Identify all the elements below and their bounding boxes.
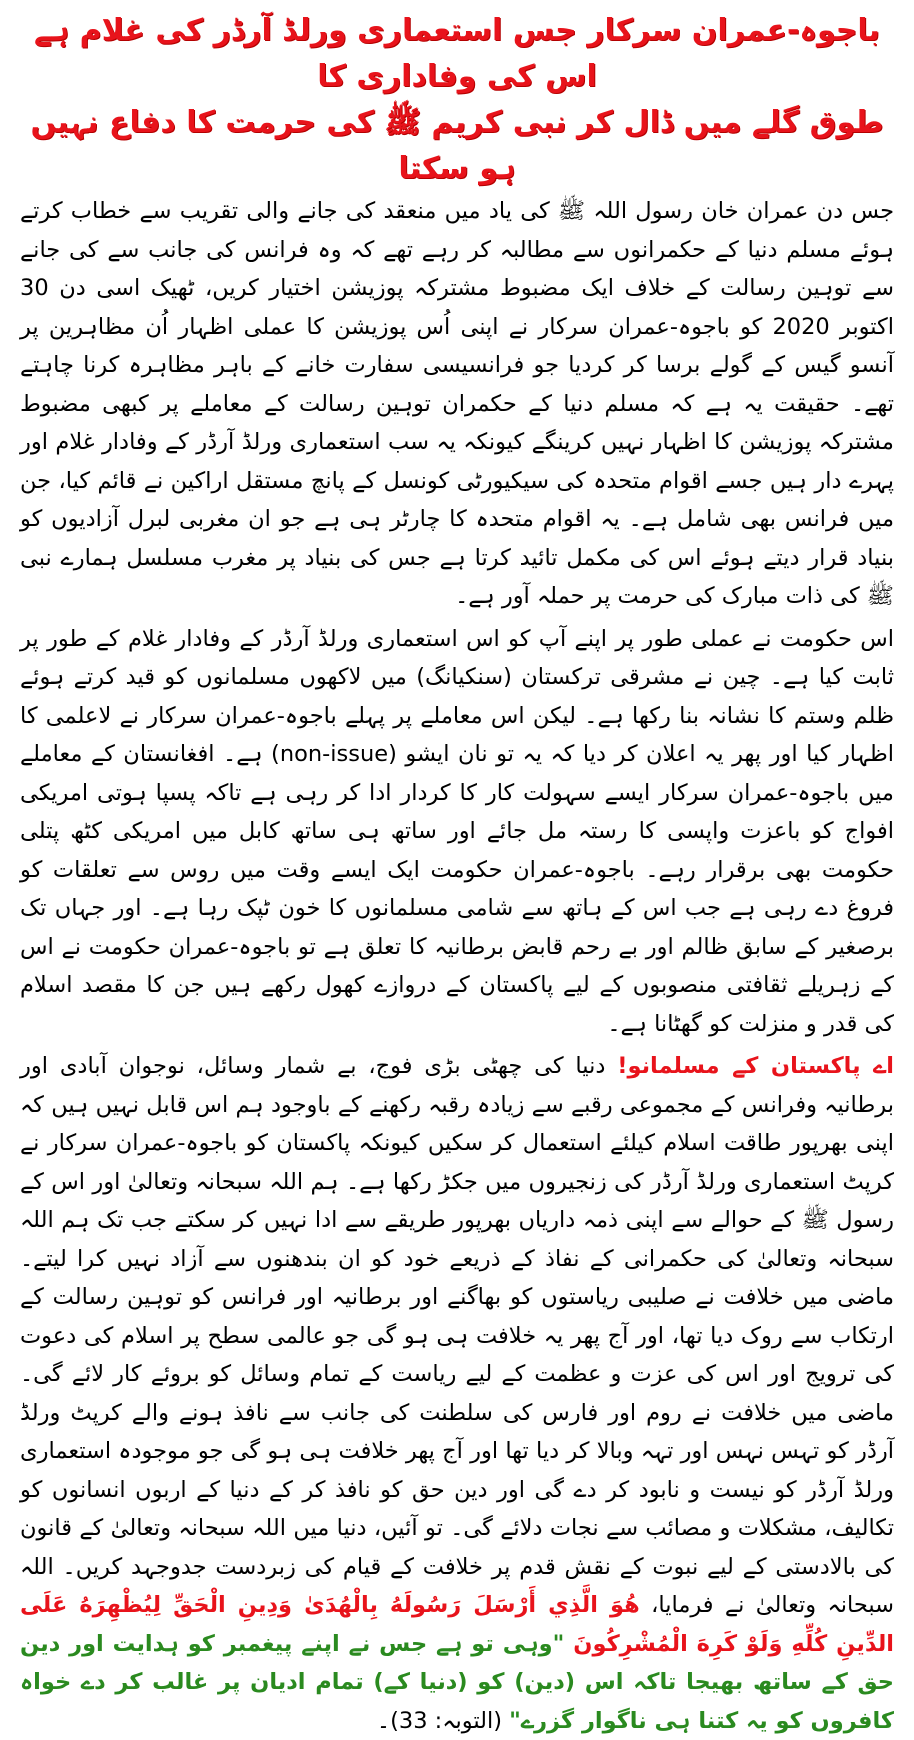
paragraph-1: جس دن عمران خان رسول اللہ ﷺ کی یاد میں منعقد کی جانے والی تقریب سے خطاب کرتے ہوئے مسلم دنیا کے حکمرانوں سے مطالبہ کر رہے تھے کہ وہ فرانس کی جانب سے کی جانے سے توہین رسالت کے خلاف ایک مضبوط مشترکہ پوزیشن اختیار کریں، ٹھیک اسی دن 30 اکتوبر 2020 کو باجوہ-عمران سرکار نے اپنی اُس پوزیشن کا عملی اظہار اُن مظاہرین پر آنسو گیس کے گولے برسا کر کردیا جو فرانسیسی سفارت خانے کے باہر مظاہرہ کرنا چاہتے تھے۔ حقیقت یہ ہے کہ مسلم دنیا کے حکمران توہین رسالت کے معاملے پر کبھی مضبوط مشترکہ پوزیشن کا اظہار نہیں کرینگے کیونکہ یہ سب استعماری ورلڈ آرڈر کے وفادار غلام اور پہرے دار ہیں جسے اقوام متحدہ کی سیکیورٹی کونسل کے پانچ مستقل اراکین نے قائم کیا، جن میں فرانس بھی شامل ہے۔ یہ اقوام متحدہ کا چارٹر ہی ہے جو ان مغربی لبرل آزادیوں کو بنیاد قرار دیتے ہوئے اس کی مکمل تائید کرتا ہے جس کی بنیاد پر مغرب مسلسل ہمارے نبی ﷺ کی ذات مبارک کی حرمت پر حملہ آور ہے۔: [20, 198, 894, 609]
paragraph-3-body: دنیا کی چھٹی بڑی فوج، بے شمار وسائل، نوجوان آبادی اور برطانیہ وفرانس کے مجموعی رقبے سے زیادہ رقبہ رکھنے کے باوجود ہم اس قابل نہیں ہیں کہ اپنی بھرپور طاقت اسلام کیلئے استعمال کر سکیں کیونکہ پاکستان کو باجوہ-عمران سرکار نے کرپٹ استعماری ورلڈ آرڈر کی زنجیروں میں جکڑ رکھا ہے۔ ہم اللہ سبحانہ وتعالیٰ اور اس کے رسول ﷺ کے حوالے سے اپنی ذمہ داریاں بھرپور طریقے سے ادا نہیں کر سکتے جب تک ہم اللہ سبحانہ وتعالیٰ کی حکمرانی کے نفاذ کے ذریعے خود کو ان بندھنوں سے آزاد نہیں کرا لیتے۔ ماضی میں خلافت نے صلیبی ریاستوں کو بھاگنے اور برطانیہ اور فرانس کو توہین رسالت کے ارتکاب سے روک دیا تھا، اور آج پھر یہ خلافت ہی ہو گی جو عالمی سطح پر اسلام کی دعوت کی ترویج اور اس کی عزت و عظمت کے لیے ریاست کے تمام وسائل کو بروئے کار لائے گی۔ ماضی میں خلافت نے روم اور فارس کی سلطنت کی جانب سے نافذ ہونے والے کرپٹ ورلڈ آرڈر کو تہس نہس اور تہہ وبالا کر دیا تھا اور آج پھر خلافت ہی ہو گی جو موجودہ استعماری ورلڈ آرڈر کو نیست و نابود کر دے گی اور دین حق کو نافذ کر کے دنیا کے اربوں انسانوں کو تکالیف، مشکلات و مصائب سے نجات دلائے گی۔ تو آئیں، دنیا میں اللہ سبحانہ وتعالیٰ کے قانون کی بالادستی کے لیے نبوت کے نقش قدم پر خلافت کے قیام کی زبردست جدوجہد کریں۔ اللہ سبحانہ وتعالیٰ نے فرمایا،: [20, 1053, 894, 1618]
verse-translation: "وہی تو ہے جس نے اپنے پیغمبر کو ہدایت اور دین حق کے ساتھ بھیجا تاکہ اس (دین) کو (دنیا کے) تمام ادیان پر غالب کر دے خواہ کافروں کو یہ کتنا ہی ناگوار گزرے": [20, 1630, 894, 1734]
paragraph-2: اس حکومت نے عملی طور پر اپنے آپ کو اس استعماری ورلڈ آرڈر کے وفادار غلام کے طور پر ثابت کیا ہے۔ چین نے مشرقی ترکستان (سنکیانگ) میں لاکھوں مسلمانوں کو قید کرتے ہوئے ظلم وستم کا نشانہ بنا رکھا ہے۔ لیکن اس معاملے پر پہلے باجوہ-عمران سرکار نے لاعلمی کا اظہار کیا اور پھر یہ اعلان کر دیا کہ یہ تو نان ایشو (non-issue) ہے۔ افغانستان کے معاملے میں باجوہ-عمران سرکار ایسے سہولت کار کا کردار ادا کر رہی ہے تاکہ پسپا ہوتی امریکی افواج کو باعزت واپسی کا رستہ مل جائے اور ساتھ ہی ساتھ کابل میں امریکی کٹھ پتلی حکومت بھی برقرار رہے۔ باجوہ-عمران حکومت ایک ایسے وقت میں روس سے تعلقات کو فروغ دے رہی ہے جب اس کے ہاتھ سے شامی مسلمانوں کا خون ٹپک رہا ہے۔ اور جہاں تک برصغیر کے سابق ظالم اور بے رحم قابض برطانیہ کا تعلق ہے تو باجوہ-عمران حکومت نے اس کے زہریلے ثقافتی منصوبوں کے لیے پاکستان کے دروازے کھول رکھے ہیں جن کا مقصد اسلام کی قدر و منزلت کو گھٹانا ہے۔: [20, 625, 895, 1037]
quran-verse: هُوَ الَّذِي أَرْسَلَ رَسُولَهُ بِالْهُدَىٰ وَدِينِ الْحَقِّ لِيُظْهِرَهُ عَلَى الدِّينِ كُلِّهِ وَلَوْ كَرِهَ الْمُشْرِكُونَ: [20, 1592, 894, 1657]
article-title: [20, 8, 894, 192]
address-heading: اے پاکستان کے مسلمانو!: [617, 1053, 894, 1079]
title-line-1: باجوہ-عمران سرکار جس استعماری ورلڈ آرڈر کی غلام ہے اس کی وفاداری کا: [34, 13, 880, 94]
paragraph-3: [20, 1047, 894, 1740]
title-line-2: طوق گلے میں ڈال کر نبی کریم ﷺ کی حرمت کا دفاع نہیں ہو سکتا: [30, 105, 884, 186]
verse-reference: (التوبہ: 33)۔: [376, 1707, 510, 1734]
